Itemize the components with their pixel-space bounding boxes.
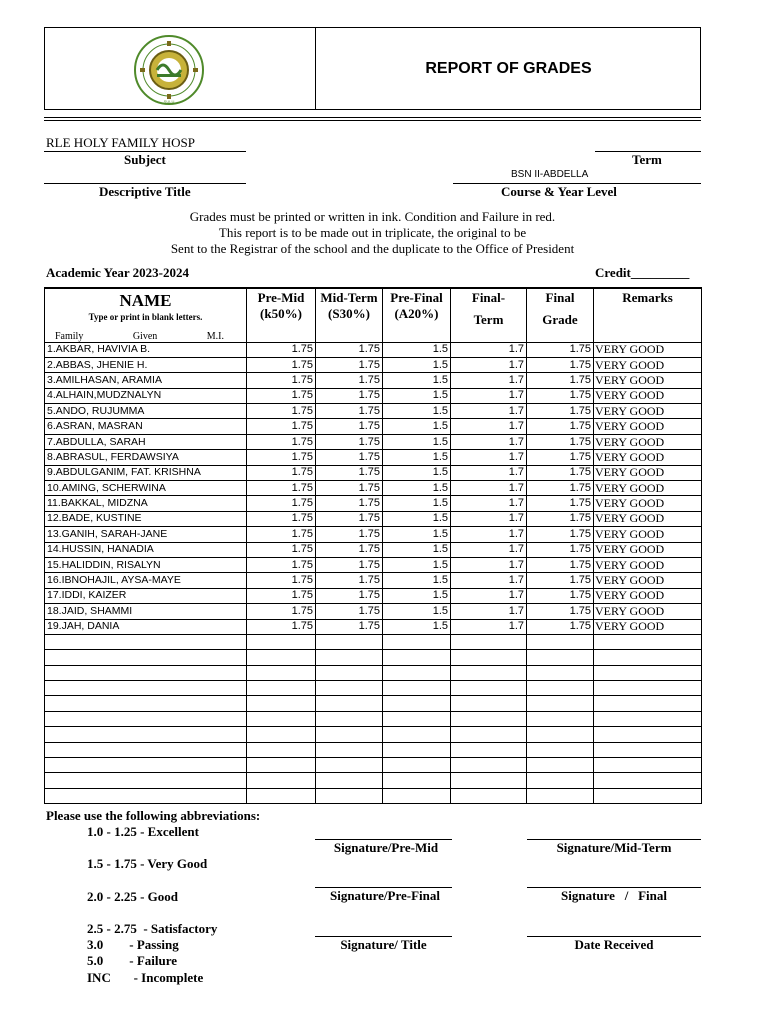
name-cell[interactable]: [45, 634, 247, 649]
midterm-cell[interactable]: 1.75: [316, 496, 383, 511]
remarks-cell[interactable]: [594, 634, 702, 649]
finalgrade-cell[interactable]: [527, 696, 594, 711]
name-sub-given: Given: [132, 330, 158, 342]
table-row: [45, 527, 702, 542]
finalterm-cell[interactable]: 1.7: [451, 342, 527, 357]
finalgrade-cell[interactable]: 1.75: [527, 527, 594, 542]
instruction-line-1: Grades must be printed or written in ink. Condition and Failure in red.: [189, 209, 556, 224]
finalgrade-cell[interactable]: [527, 773, 594, 788]
premid-cell[interactable]: [247, 727, 316, 742]
remarks-cell[interactable]: [594, 773, 702, 788]
prefinal-cell[interactable]: [383, 681, 451, 696]
table-row: [45, 357, 702, 372]
midterm-cell[interactable]: 1.75: [316, 419, 383, 434]
prefinal-cell[interactable]: [383, 727, 451, 742]
school-seal-logo: [133, 34, 205, 106]
name-header-instruction: Type or print in blank letters.: [88, 312, 203, 322]
name-cell[interactable]: [45, 742, 247, 757]
header-box: [44, 27, 701, 110]
empty-table-row: [45, 788, 702, 803]
finalgrade-cell[interactable]: [527, 650, 594, 665]
empty-table-row: [45, 742, 702, 757]
prefinal-header-line1: Pre-Final: [390, 290, 443, 305]
name-cell[interactable]: 5.ANDO, RUJUMMA: [45, 404, 247, 419]
signature-prefinal-label: Signature/Pre-Final: [329, 888, 441, 903]
prefinal-header: [383, 288, 451, 342]
finalterm-cell[interactable]: 1.7: [451, 481, 527, 496]
name-cell[interactable]: 19.JAH, DANIA: [45, 619, 247, 634]
course-year-label: Course & Year Level: [501, 184, 617, 199]
premid-cell[interactable]: [247, 758, 316, 773]
premid-cell[interactable]: 1.75: [247, 604, 316, 619]
header-rule-bottom: [44, 120, 701, 121]
name-header-title: NAME: [119, 291, 172, 310]
name-cell[interactable]: 2.ABBAS, JHENIE H.: [45, 357, 247, 372]
prefinal-cell[interactable]: 1.5: [383, 542, 451, 557]
report-title: REPORT OF GRADES: [425, 59, 592, 77]
finalterm-cell[interactable]: 1.7: [451, 511, 527, 526]
premid-cell[interactable]: 1.75: [247, 542, 316, 557]
abbreviation-good: 2.0 - 2.25 - Good: [87, 889, 178, 904]
table-row: [45, 450, 702, 465]
finalterm-cell[interactable]: 1.7: [451, 357, 527, 372]
table-row: [45, 511, 702, 526]
premid-cell[interactable]: 1.75: [247, 573, 316, 588]
table-row: [45, 419, 702, 434]
prefinal-cell[interactable]: 1.5: [383, 404, 451, 419]
finalterm-cell[interactable]: 1.7: [451, 604, 527, 619]
grades-table: [44, 287, 702, 804]
finalterm-cell[interactable]: 1.7: [451, 542, 527, 557]
finalterm-cell[interactable]: [451, 773, 527, 788]
midterm-cell[interactable]: 1.75: [316, 542, 383, 557]
signature-midterm-label: Signature/Mid-Term: [556, 840, 672, 855]
remarks-cell[interactable]: VERY GOOD: [594, 496, 702, 511]
subject-label: Subject: [124, 152, 166, 167]
table-row: [45, 404, 702, 419]
table-row: [45, 557, 702, 572]
name-cell[interactable]: [45, 758, 247, 773]
premid-cell[interactable]: [247, 742, 316, 757]
premid-cell[interactable]: 1.75: [247, 527, 316, 542]
premid-cell[interactable]: 1.75: [247, 619, 316, 634]
finalterm-cell[interactable]: [451, 727, 527, 742]
remarks-cell[interactable]: [594, 711, 702, 726]
remarks-cell[interactable]: VERY GOOD: [594, 619, 702, 634]
midterm-cell[interactable]: [316, 634, 383, 649]
name-cell[interactable]: 6.ASRAN, MASRAN: [45, 419, 247, 434]
prefinal-cell[interactable]: 1.5: [383, 619, 451, 634]
midterm-cell[interactable]: [316, 758, 383, 773]
prefinal-cell[interactable]: 1.5: [383, 527, 451, 542]
midterm-cell[interactable]: [316, 727, 383, 742]
finalterm-cell[interactable]: 1.7: [451, 573, 527, 588]
midterm-cell[interactable]: 1.75: [316, 434, 383, 449]
prefinal-cell[interactable]: 1.5: [383, 465, 451, 480]
name-cell[interactable]: 9.ABDULGANIM, FAT. KRISHNA: [45, 465, 247, 480]
midterm-cell[interactable]: [316, 696, 383, 711]
remarks-cell[interactable]: VERY GOOD: [594, 557, 702, 572]
finalterm-header-line1: Final-: [471, 290, 506, 305]
prefinal-cell[interactable]: [383, 788, 451, 803]
name-cell[interactable]: [45, 696, 247, 711]
remarks-cell[interactable]: VERY GOOD: [594, 342, 702, 357]
prefinal-cell[interactable]: [383, 742, 451, 757]
finalgrade-cell[interactable]: [527, 788, 594, 803]
prefinal-cell[interactable]: 1.5: [383, 450, 451, 465]
abbreviation-failure: 5.0 - Failure: [87, 953, 178, 968]
remarks-cell[interactable]: [594, 665, 702, 680]
name-cell[interactable]: 13.GANIH, SARAH-JANE: [45, 527, 247, 542]
midterm-header-line2: (S30%): [328, 306, 370, 321]
midterm-cell[interactable]: [316, 788, 383, 803]
prefinal-cell[interactable]: [383, 773, 451, 788]
abbreviation-incomplete: INC - Incomplete: [87, 970, 204, 985]
finalgrade-cell[interactable]: [527, 681, 594, 696]
name-cell[interactable]: 18.JAID, SHAMMI: [45, 604, 247, 619]
descriptive-title-label: Descriptive Title: [99, 184, 191, 199]
finalgrade-cell[interactable]: [527, 634, 594, 649]
midterm-cell[interactable]: 1.75: [316, 342, 383, 357]
remarks-cell[interactable]: VERY GOOD: [594, 357, 702, 372]
prefinal-cell[interactable]: 1.5: [383, 496, 451, 511]
finalgrade-cell[interactable]: 1.75: [527, 434, 594, 449]
subject-value[interactable]: RLE HOLY FAMILY HOSP: [46, 135, 195, 150]
prefinal-cell[interactable]: 1.5: [383, 588, 451, 603]
prefinal-cell[interactable]: 1.5: [383, 434, 451, 449]
finalterm-cell[interactable]: 1.7: [451, 557, 527, 572]
finalterm-cell[interactable]: [451, 742, 527, 757]
remarks-cell[interactable]: VERY GOOD: [594, 542, 702, 557]
finalterm-header-line2: Term: [473, 312, 504, 327]
table-row: [45, 588, 702, 603]
date-received-label: Date Received: [574, 937, 654, 952]
premid-cell[interactable]: [247, 696, 316, 711]
premid-cell[interactable]: 1.75: [247, 373, 316, 388]
prefinal-cell[interactable]: 1.5: [383, 604, 451, 619]
empty-table-row: [45, 650, 702, 665]
premid-header: [247, 288, 316, 342]
premid-cell[interactable]: 1.75: [247, 434, 316, 449]
name-cell[interactable]: [45, 681, 247, 696]
finalterm-cell[interactable]: 1.7: [451, 388, 527, 403]
prefinal-cell[interactable]: 1.5: [383, 511, 451, 526]
premid-header-line1: Pre-Mid: [257, 290, 305, 305]
finalterm-cell[interactable]: 1.7: [451, 588, 527, 603]
name-cell[interactable]: 1.AKBAR, HAVIVIA B.: [45, 342, 247, 357]
instruction-line-3: Sent to the Registrar of the school and the duplicate to the Office of President: [170, 241, 575, 256]
signature-premid-label: Signature/Pre-Mid: [333, 840, 439, 855]
finalgrade-cell[interactable]: [527, 665, 594, 680]
premid-cell[interactable]: [247, 650, 316, 665]
name-cell[interactable]: 10.AMING, SCHERWINA: [45, 481, 247, 496]
finalgrade-header-line2: Grade: [542, 312, 578, 327]
remarks-cell[interactable]: VERY GOOD: [594, 388, 702, 403]
finalterm-cell[interactable]: 1.7: [451, 619, 527, 634]
name-cell[interactable]: 15.HALIDDIN, RISALYN: [45, 557, 247, 572]
finalterm-cell[interactable]: [451, 665, 527, 680]
remarks-cell[interactable]: VERY GOOD: [594, 465, 702, 480]
table-row: [45, 542, 702, 557]
prefinal-cell[interactable]: 1.5: [383, 557, 451, 572]
abbreviation-passing: 3.0 - Passing: [87, 937, 179, 952]
finalgrade-cell[interactable]: 1.75: [527, 404, 594, 419]
finalgrade-cell[interactable]: 1.75: [527, 496, 594, 511]
prefinal-cell[interactable]: [383, 711, 451, 726]
midterm-cell[interactable]: 1.75: [316, 388, 383, 403]
finalgrade-cell[interactable]: 1.75: [527, 481, 594, 496]
empty-table-row: [45, 727, 702, 742]
midterm-cell[interactable]: 1.75: [316, 604, 383, 619]
remarks-cell[interactable]: [594, 650, 702, 665]
finalgrade-header: [527, 288, 594, 342]
name-cell[interactable]: 14.HUSSIN, HANADIA: [45, 542, 247, 557]
name-cell[interactable]: 3.AMILHASAN, ARAMIA: [45, 373, 247, 388]
finalgrade-cell[interactable]: 1.75: [527, 357, 594, 372]
name-cell[interactable]: 7.ABDULLA, SARAH: [45, 434, 247, 449]
finalgrade-cell[interactable]: 1.75: [527, 342, 594, 357]
remarks-cell[interactable]: [594, 696, 702, 711]
finalterm-cell[interactable]: 1.7: [451, 465, 527, 480]
header-rule-top: [44, 117, 701, 118]
midterm-cell[interactable]: [316, 742, 383, 757]
name-cell[interactable]: [45, 665, 247, 680]
empty-table-row: [45, 681, 702, 696]
midterm-cell[interactable]: 1.75: [316, 573, 383, 588]
prefinal-cell[interactable]: [383, 650, 451, 665]
midterm-cell[interactable]: [316, 711, 383, 726]
premid-cell[interactable]: 1.75: [247, 588, 316, 603]
finalterm-cell[interactable]: 1.7: [451, 404, 527, 419]
finalgrade-cell[interactable]: [527, 742, 594, 757]
name-cell[interactable]: 4.ALHAIN,MUDZNALYN: [45, 388, 247, 403]
midterm-cell[interactable]: 1.75: [316, 357, 383, 372]
remarks-cell[interactable]: VERY GOOD: [594, 527, 702, 542]
academic-year: Academic Year 2023-2024: [46, 265, 189, 280]
finalgrade-cell[interactable]: 1.75: [527, 419, 594, 434]
finalgrade-cell[interactable]: 1.75: [527, 542, 594, 557]
remarks-cell[interactable]: [594, 758, 702, 773]
abbreviation-satisfactory: 2.5 - 2.75 - Satisfactory: [87, 921, 218, 936]
premid-cell[interactable]: [247, 711, 316, 726]
premid-cell[interactable]: 1.75: [247, 342, 316, 357]
midterm-cell[interactable]: 1.75: [316, 588, 383, 603]
prefinal-cell[interactable]: 1.5: [383, 573, 451, 588]
empty-table-row: [45, 634, 702, 649]
name-cell[interactable]: 12.BADE, KUSTINE: [45, 511, 247, 526]
midterm-cell[interactable]: [316, 650, 383, 665]
premid-cell[interactable]: 1.75: [247, 465, 316, 480]
premid-cell[interactable]: [247, 773, 316, 788]
premid-header-line2: (k50%): [260, 306, 302, 321]
finalgrade-header-line1: Final: [545, 290, 575, 305]
finalterm-cell[interactable]: [451, 650, 527, 665]
svg-text:SULU: SULU: [163, 99, 175, 104]
remarks-header: Remarks: [594, 288, 702, 342]
name-sub-mi: M.I.: [206, 330, 224, 342]
finalgrade-cell[interactable]: 1.75: [527, 511, 594, 526]
finalgrade-cell[interactable]: 1.75: [527, 619, 594, 634]
finalgrade-cell[interactable]: 1.75: [527, 604, 594, 619]
empty-table-row: [45, 773, 702, 788]
finalgrade-cell[interactable]: [527, 758, 594, 773]
finalterm-cell[interactable]: [451, 634, 527, 649]
finalterm-cell[interactable]: [451, 696, 527, 711]
remarks-cell[interactable]: VERY GOOD: [594, 604, 702, 619]
finalterm-header: [451, 288, 527, 342]
instruction-line-2: This report is to be made out in triplicate, the original to be: [218, 225, 527, 240]
midterm-cell[interactable]: 1.75: [316, 465, 383, 480]
premid-cell[interactable]: 1.75: [247, 481, 316, 496]
table-row: [45, 573, 702, 588]
table-row: [45, 604, 702, 619]
empty-table-row: [45, 665, 702, 680]
finalterm-cell[interactable]: 1.7: [451, 373, 527, 388]
midterm-header-line1: Mid-Term: [320, 290, 378, 305]
finalgrade-cell[interactable]: 1.75: [527, 465, 594, 480]
midterm-cell[interactable]: 1.75: [316, 511, 383, 526]
prefinal-cell[interactable]: 1.5: [383, 481, 451, 496]
remarks-cell[interactable]: VERY GOOD: [594, 434, 702, 449]
midterm-cell[interactable]: 1.75: [316, 619, 383, 634]
course-year-value[interactable]: BSN II-ABDELLA: [511, 169, 589, 180]
finalterm-cell[interactable]: 1.7: [451, 419, 527, 434]
midterm-cell[interactable]: 1.75: [316, 527, 383, 542]
remarks-cell[interactable]: [594, 727, 702, 742]
premid-cell[interactable]: 1.75: [247, 357, 316, 372]
finalgrade-cell[interactable]: 1.75: [527, 373, 594, 388]
empty-table-row: [45, 696, 702, 711]
table-row: [45, 619, 702, 634]
remarks-cell[interactable]: VERY GOOD: [594, 481, 702, 496]
prefinal-header-line2: (A20%): [394, 306, 439, 321]
table-row: [45, 342, 702, 357]
finalterm-cell[interactable]: 1.7: [451, 450, 527, 465]
table-row: [45, 434, 702, 449]
remarks-cell[interactable]: VERY GOOD: [594, 573, 702, 588]
premid-cell[interactable]: [247, 788, 316, 803]
premid-cell[interactable]: 1.75: [247, 511, 316, 526]
midterm-cell[interactable]: 1.75: [316, 557, 383, 572]
prefinal-cell[interactable]: 1.5: [383, 373, 451, 388]
abbreviations-heading: Please use the following abbreviations:: [46, 808, 261, 823]
name-sub-family: Family: [55, 330, 84, 342]
finalterm-cell[interactable]: 1.7: [451, 527, 527, 542]
name-cell[interactable]: 16.IBNOHAJIL, AYSA-MAYE: [45, 573, 247, 588]
prefinal-cell[interactable]: 1.5: [383, 388, 451, 403]
remarks-cell[interactable]: VERY GOOD: [594, 404, 702, 419]
premid-cell[interactable]: 1.75: [247, 419, 316, 434]
finalterm-cell[interactable]: [451, 711, 527, 726]
name-cell[interactable]: [45, 773, 247, 788]
finalgrade-cell[interactable]: [527, 727, 594, 742]
premid-cell[interactable]: 1.75: [247, 388, 316, 403]
finalterm-cell[interactable]: [451, 681, 527, 696]
prefinal-cell[interactable]: [383, 696, 451, 711]
finalgrade-cell[interactable]: 1.75: [527, 450, 594, 465]
signature-final-label: Signature / Final: [561, 888, 667, 903]
premid-cell[interactable]: 1.75: [247, 557, 316, 572]
signature-title-label: Signature/ Title: [340, 937, 427, 952]
prefinal-cell[interactable]: [383, 634, 451, 649]
name-cell[interactable]: [45, 650, 247, 665]
midterm-header: [316, 288, 383, 342]
finalgrade-cell[interactable]: 1.75: [527, 573, 594, 588]
empty-table-row: [45, 758, 702, 773]
finalgrade-cell[interactable]: [527, 711, 594, 726]
premid-cell[interactable]: 1.75: [247, 496, 316, 511]
remarks-cell[interactable]: VERY GOOD: [594, 511, 702, 526]
midterm-cell[interactable]: 1.75: [316, 373, 383, 388]
name-cell[interactable]: 17.IDDI, KAIZER: [45, 588, 247, 603]
premid-cell[interactable]: [247, 665, 316, 680]
remarks-cell[interactable]: VERY GOOD: [594, 588, 702, 603]
name-header: [45, 288, 247, 342]
name-cell[interactable]: [45, 727, 247, 742]
prefinal-cell[interactable]: [383, 665, 451, 680]
name-cell[interactable]: 11.BAKKAL, MIDZNA: [45, 496, 247, 511]
credit-field[interactable]: Credit_________: [595, 265, 690, 280]
finalterm-cell[interactable]: [451, 758, 527, 773]
abbreviation-very-good: 1.5 - 1.75 - Very Good: [87, 856, 208, 871]
prefinal-cell[interactable]: [383, 758, 451, 773]
remarks-cell[interactable]: VERY GOOD: [594, 419, 702, 434]
table-header-row: [45, 288, 702, 342]
midterm-cell[interactable]: 1.75: [316, 481, 383, 496]
premid-cell[interactable]: 1.75: [247, 450, 316, 465]
finalgrade-cell[interactable]: 1.75: [527, 557, 594, 572]
table-row: [45, 481, 702, 496]
midterm-cell[interactable]: 1.75: [316, 404, 383, 419]
remarks-cell[interactable]: VERY GOOD: [594, 373, 702, 388]
abbreviation-excellent: 1.0 - 1.25 - Excellent: [87, 824, 199, 839]
prefinal-cell[interactable]: 1.5: [383, 357, 451, 372]
finalgrade-cell[interactable]: 1.75: [527, 588, 594, 603]
table-row: [45, 465, 702, 480]
grades-table-body: [45, 342, 702, 804]
name-cell[interactable]: 8.ABRASUL, FERDAWSIYA: [45, 450, 247, 465]
empty-table-row: [45, 711, 702, 726]
finalterm-cell[interactable]: 1.7: [451, 496, 527, 511]
remarks-cell[interactable]: VERY GOOD: [594, 450, 702, 465]
midterm-cell[interactable]: [316, 665, 383, 680]
premid-cell[interactable]: 1.75: [247, 404, 316, 419]
midterm-cell[interactable]: [316, 681, 383, 696]
table-row: [45, 496, 702, 511]
remarks-cell[interactable]: [594, 681, 702, 696]
finalgrade-cell[interactable]: 1.75: [527, 388, 594, 403]
name-cell[interactable]: [45, 788, 247, 803]
premid-cell[interactable]: [247, 681, 316, 696]
name-cell[interactable]: [45, 711, 247, 726]
remarks-cell[interactable]: [594, 788, 702, 803]
prefinal-cell[interactable]: 1.5: [383, 342, 451, 357]
table-row: [45, 373, 702, 388]
midterm-cell[interactable]: 1.75: [316, 450, 383, 465]
term-label: Term: [632, 152, 662, 167]
finalterm-cell[interactable]: 1.7: [451, 434, 527, 449]
table-row: [45, 388, 702, 403]
premid-cell[interactable]: [247, 634, 316, 649]
midterm-cell[interactable]: [316, 773, 383, 788]
finalterm-cell[interactable]: [451, 788, 527, 803]
prefinal-cell[interactable]: 1.5: [383, 419, 451, 434]
remarks-cell[interactable]: [594, 742, 702, 757]
